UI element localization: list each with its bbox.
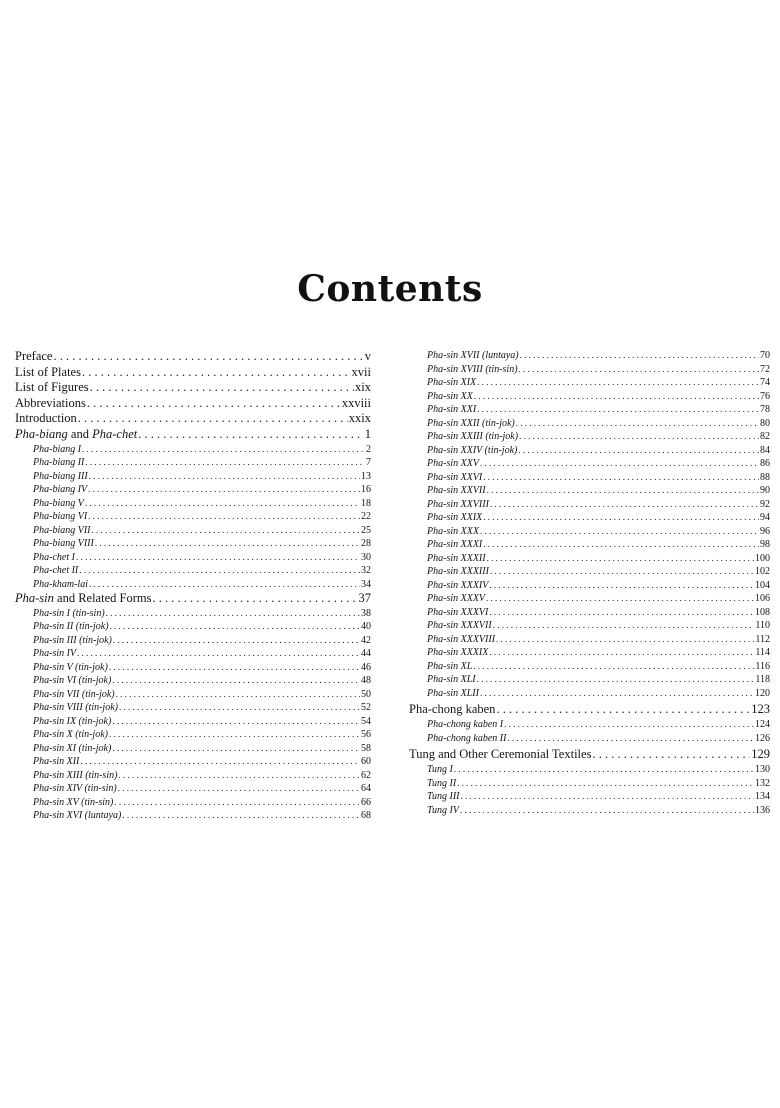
title-part: Pha-chet: [92, 426, 138, 441]
toc-section-page: 37: [358, 591, 371, 606]
toc-entry-page: xix: [355, 380, 371, 395]
toc-entry-title: Pha-sin XLI: [427, 674, 476, 685]
toc-entry-title: Pha-sin IX (tin-jok): [33, 715, 112, 727]
toc-entry-title: Pha-biang II: [33, 457, 85, 469]
toc-entry-title: Pha-sin XIV (tin-sin): [33, 783, 117, 795]
dot-leader: [477, 673, 755, 687]
toc-entry-page: 100: [755, 552, 770, 564]
toc-entry-page: 92: [760, 498, 770, 510]
dot-leader: [138, 427, 364, 443]
toc-entry-page: xxviii: [341, 395, 371, 410]
dot-leader: [53, 349, 363, 365]
toc-sub-entry[interactable]: [15, 715, 371, 729]
toc-section-page: 123: [751, 702, 770, 716]
toc-sub-entry[interactable]: [409, 390, 770, 404]
title-part: and Related Forms: [53, 591, 152, 606]
toc-entry-introduction[interactable]: [15, 411, 371, 427]
dot-leader: [118, 782, 360, 796]
toc-entry-title: Pha-sin VI (tin-jok): [33, 675, 112, 687]
dot-leader: [78, 411, 348, 427]
dot-leader: [507, 732, 754, 746]
dot-leader: [89, 578, 360, 592]
dot-leader: [496, 633, 754, 647]
toc-entry-title: Pha-sin II (tin-jok): [33, 621, 109, 633]
dot-leader: [483, 511, 759, 525]
toc-entry-page: 88: [760, 471, 770, 483]
toc-entry-page: 86: [760, 458, 770, 469]
dot-leader: [112, 742, 360, 756]
toc-entry-title: Pha-biang V: [33, 497, 84, 509]
dot-leader: [454, 763, 754, 777]
dot-leader: [592, 745, 750, 763]
dot-leader: [457, 777, 754, 791]
toc-entry-page: 18: [361, 497, 371, 509]
toc-entry-page: 104: [755, 579, 770, 591]
toc-sub-entry[interactable]: [409, 471, 770, 485]
toc-sub-entry[interactable]: [15, 661, 371, 675]
dot-leader: [489, 579, 754, 593]
toc-entry-title: Pha-sin XXXI: [427, 539, 483, 550]
dot-leader: [113, 634, 360, 648]
toc-entry-page: 136: [755, 804, 770, 816]
dot-leader: [518, 444, 759, 458]
toc-entry-title: Pha-sin VIII (tin-jok): [33, 702, 118, 714]
toc-entry-title: Pha-sin XXXIII: [427, 566, 489, 577]
dot-leader: [119, 701, 360, 715]
pha-sin-entries-continued: [409, 349, 770, 700]
toc-sub-entry[interactable]: [409, 498, 770, 512]
toc-entry-title: Pha-sin XXXIX: [427, 647, 489, 658]
title-part: Pha-sin: [15, 591, 54, 606]
toc-entry-title: Pha-sin XIII (tin-sin): [33, 769, 118, 781]
toc-sub-entry[interactable]: [15, 782, 371, 796]
toc-entry-title: Pha-sin XVII (luntaya): [427, 350, 519, 361]
toc-sub-entry[interactable]: [15, 634, 371, 648]
toc-entry-list-of-plates[interactable]: [15, 365, 371, 381]
toc-entry-title: Pha-sin XXXII: [427, 552, 486, 564]
toc-entry-page: 74: [760, 377, 770, 388]
toc-entry-title: Pha-sin XXVII: [427, 485, 486, 496]
toc-section-pha-biang[interactable]: [15, 427, 371, 443]
toc-sub-entry[interactable]: [15, 510, 371, 524]
toc-entry-page: 68: [361, 810, 371, 822]
toc-entry-page: 132: [755, 777, 770, 789]
toc-section-page: 1: [364, 426, 371, 441]
title-part: and: [67, 426, 93, 441]
toc-entry-title: Pha-sin XVIII (tin-sin): [427, 363, 518, 375]
toc-entry-page: 84: [760, 444, 770, 456]
toc-sub-entry[interactable]: [409, 538, 770, 552]
toc-sub-entry[interactable]: [409, 718, 770, 732]
dot-leader: [87, 396, 341, 412]
toc-entry-page: 64: [361, 783, 371, 795]
toc-entry-page: 114: [755, 647, 770, 658]
toc-section-title: Tung and Other Ceremonial Textiles: [409, 747, 592, 761]
toc-sub-entry[interactable]: [409, 430, 770, 444]
toc-entry-page: 44: [361, 648, 371, 660]
toc-entry-page: 110: [755, 620, 770, 631]
toc-entry-title: List of Plates: [15, 364, 81, 379]
toc-entry-title: Pha-sin XXXIV: [427, 579, 489, 591]
toc-sub-entry[interactable]: [409, 444, 770, 458]
dot-leader: [114, 796, 360, 810]
toc-sub-entry[interactable]: [15, 564, 371, 578]
toc-entry-page: 58: [361, 742, 371, 754]
toc-sub-entry[interactable]: [15, 470, 371, 484]
toc-entry-page: 80: [760, 417, 770, 429]
dot-leader: [490, 498, 759, 512]
dot-leader: [477, 403, 759, 417]
toc-sub-entry[interactable]: [15, 701, 371, 715]
dot-leader: [106, 607, 360, 621]
toc-entry-title: Pha-sin XL: [427, 660, 473, 672]
toc-sub-entry[interactable]: [409, 525, 770, 539]
dot-leader: [122, 809, 360, 823]
toc-entry-page: 16: [361, 484, 371, 496]
toc-section-page: 129: [751, 747, 770, 761]
toc-sub-entry[interactable]: [15, 796, 371, 810]
toc-entry-title: Pha-sin XXXVI: [427, 606, 489, 618]
toc-entry-title: Preface: [15, 349, 53, 363]
toc-sub-entry[interactable]: [409, 804, 770, 818]
toc-entry-title: Pha-sin XXVIII: [427, 498, 489, 510]
toc-entry-page: 48: [361, 675, 371, 687]
dot-leader: [504, 718, 754, 732]
toc-sub-entry[interactable]: [409, 777, 770, 791]
dot-leader: [82, 365, 351, 381]
toc-sub-entry[interactable]: [409, 457, 770, 471]
toc-entry-page: xxix: [348, 411, 371, 426]
dot-leader: [85, 497, 360, 511]
toc-sub-entry[interactable]: [409, 552, 770, 566]
dot-leader: [95, 537, 360, 551]
toc-entry-title: Pha-biang I: [33, 443, 82, 455]
toc-entry-page: 116: [755, 660, 770, 672]
toc-sub-entry[interactable]: [15, 607, 371, 621]
toc-entry-page: 38: [361, 607, 371, 619]
toc-entry-title: Pha-sin III (tin-jok): [33, 634, 112, 646]
toc-sub-entry[interactable]: [409, 592, 770, 606]
toc-sub-entry[interactable]: [15, 497, 371, 511]
toc-entry-title: Pha-sin XXV: [427, 458, 479, 469]
toc-entry-page: 106: [755, 593, 770, 604]
toc-entry-page: 40: [361, 621, 371, 633]
dot-leader: [112, 674, 360, 688]
tung-entries: [409, 763, 770, 817]
dot-leader: [118, 769, 360, 783]
toc-entry-title: Pha-chet II: [33, 565, 79, 577]
toc-entry-title: Pha-sin XXIII (tin-jok): [427, 431, 519, 442]
toc-sub-entry[interactable]: [409, 579, 770, 593]
toc-entry-page: 50: [361, 688, 371, 700]
dot-leader: [474, 390, 759, 404]
toc-sub-entry[interactable]: [409, 417, 770, 431]
toc-sub-entry[interactable]: [15, 620, 371, 634]
toc-sub-entry[interactable]: [409, 687, 770, 701]
dot-leader: [79, 564, 360, 578]
dot-leader: [109, 728, 360, 742]
toc-sub-entry[interactable]: [409, 484, 770, 498]
toc-sub-entry[interactable]: [409, 376, 770, 390]
dot-leader: [90, 380, 354, 396]
toc-sub-entry[interactable]: [15, 755, 371, 769]
toc-entry-preface[interactable]: [15, 349, 371, 365]
toc-sub-entry[interactable]: [15, 769, 371, 783]
dot-leader: [489, 646, 754, 660]
toc-entry-page: 108: [755, 606, 770, 618]
toc-sub-entry[interactable]: [409, 403, 770, 417]
toc-entry-title: Pha-sin XXX: [427, 525, 479, 537]
toc-entry-title: Pha-biang IV: [33, 484, 88, 496]
toc-entry-page: xvii: [351, 364, 371, 379]
dot-leader: [109, 661, 360, 675]
toc-entry-page: 102: [755, 566, 770, 577]
toc-entry-title: Pha-biang III: [33, 470, 88, 482]
toc-entry-page: 130: [755, 764, 770, 775]
toc-entry-title: Pha-sin XXXVIII: [427, 633, 496, 645]
toc-sub-entry[interactable]: [409, 790, 770, 804]
toc-entry-page: 124: [755, 719, 770, 730]
toc-entry-page: 72: [760, 363, 770, 375]
toc-entry-title: Pha-sin V (tin-jok): [33, 661, 108, 673]
dot-leader: [77, 647, 360, 661]
dot-leader: [88, 483, 360, 497]
toc-entry-page: 62: [361, 769, 371, 781]
dot-leader: [80, 755, 360, 769]
toc-entry-page: 118: [755, 674, 770, 685]
dot-leader: [483, 471, 759, 485]
toc-entry-title: Pha-sin XVI (luntaya): [33, 810, 122, 822]
toc-entry-page: 96: [760, 525, 770, 537]
toc-sub-entry[interactable]: [15, 809, 371, 823]
toc-entry-title: Pha-biang VI: [33, 511, 88, 523]
toc-entry-page: 52: [361, 702, 371, 714]
contents-column-left: [15, 349, 371, 823]
toc-entry-page: 134: [755, 791, 770, 802]
toc-entry-title: Pha-sin XI (tin-jok): [33, 742, 112, 754]
dot-leader: [480, 457, 759, 471]
toc-sub-entry[interactable]: [15, 456, 371, 470]
toc-entry-page: 98: [760, 539, 770, 550]
dot-leader: [461, 790, 755, 804]
dot-leader: [480, 687, 754, 701]
dot-leader: [110, 620, 360, 634]
toc-entry-page: 90: [760, 485, 770, 496]
toc-entry-title: Pha-sin XXXV: [427, 593, 486, 604]
toc-sub-entry[interactable]: [15, 524, 371, 538]
toc-entry-title: Pha-kham-lai: [33, 578, 88, 590]
contents-column-right: [409, 349, 770, 817]
toc-entry-title: Tung II: [427, 777, 457, 789]
toc-sub-entry[interactable]: [15, 578, 371, 592]
dot-leader: [516, 417, 759, 431]
dot-leader: [519, 363, 759, 377]
toc-sub-entry[interactable]: [15, 674, 371, 688]
toc-entry-title: Pha-sin XXI: [427, 404, 477, 415]
toc-entry-page: 78: [760, 404, 770, 415]
toc-entry-page: 28: [361, 538, 371, 550]
toc-section-pha-sin[interactable]: [15, 591, 371, 607]
toc-entry-title: Pha-sin I (tin-sin): [33, 607, 105, 619]
toc-entry-page: 76: [760, 390, 770, 402]
toc-sub-entry[interactable]: [409, 349, 770, 363]
toc-entry-page: 60: [361, 756, 371, 768]
toc-entry-title: Pha-sin XV (tin-sin): [33, 796, 114, 808]
toc-entry-title: Pha-sin XXVI: [427, 471, 483, 483]
toc-entry-page: v: [364, 349, 371, 363]
pha-biang-entries: [15, 443, 371, 592]
toc-sub-entry[interactable]: [409, 633, 770, 647]
toc-entry-page: 94: [760, 512, 770, 523]
dot-leader: [483, 538, 759, 552]
dot-leader: [152, 591, 357, 607]
toc-sub-entry[interactable]: [409, 511, 770, 525]
toc-sub-entry[interactable]: [409, 646, 770, 660]
toc-sub-entry[interactable]: [409, 763, 770, 777]
toc-section-pha-chong-kaben[interactable]: [409, 700, 770, 718]
toc-entry-title: Pha-biang VII: [33, 524, 91, 536]
pha-chong-entries: [409, 718, 770, 745]
toc-entry-title: Pha-biang VIII: [33, 538, 94, 550]
title-part: Pha-biang: [15, 426, 68, 441]
dot-leader: [487, 552, 754, 566]
toc-entry-page: 46: [361, 661, 371, 673]
toc-entry-title: Pha-sin VII (tin-jok): [33, 688, 115, 700]
toc-sub-entry[interactable]: [15, 443, 371, 457]
toc-entry-page: 34: [361, 578, 371, 590]
dot-leader: [89, 470, 360, 484]
toc-entry-page: 7: [366, 457, 371, 469]
page-title: Contents: [297, 268, 483, 310]
toc-sub-entry[interactable]: [15, 688, 371, 702]
toc-entry-title: Pha-sin IV: [33, 648, 77, 660]
toc-sub-entry[interactable]: [15, 537, 371, 551]
dot-leader: [112, 715, 360, 729]
toc-entry-title: Tung IV: [427, 804, 459, 816]
dot-leader: [496, 700, 750, 718]
toc-entry-title: Tung I: [427, 764, 453, 775]
toc-entry-title: Pha-chong kaben II: [427, 732, 507, 744]
dot-leader: [88, 510, 360, 524]
toc-entry-list-of-figures[interactable]: [15, 380, 371, 396]
toc-sub-entry[interactable]: [409, 673, 770, 687]
toc-entry-title: Pha-sin XXXVII: [427, 620, 492, 631]
toc-entry-page: 13: [361, 470, 371, 482]
dot-leader: [519, 430, 759, 444]
toc-entry-title: Pha-chong kaben I: [427, 719, 504, 730]
toc-entry-page: 25: [361, 524, 371, 536]
toc-entry-page: 22: [361, 511, 371, 523]
dot-leader: [520, 349, 759, 363]
toc-entry-title: Pha-sin XX: [427, 390, 473, 402]
pha-sin-entries: [15, 607, 371, 823]
toc-section-tung[interactable]: [409, 745, 770, 763]
toc-entry-page: 120: [755, 687, 770, 699]
toc-entry-page: 66: [361, 796, 371, 808]
dot-leader: [486, 592, 754, 606]
toc-entry-title: List of Figures: [15, 380, 89, 395]
dot-leader: [489, 606, 754, 620]
dot-leader: [92, 524, 361, 538]
toc-entry-title: Abbreviations: [15, 395, 86, 410]
toc-entry-page: 70: [760, 350, 770, 361]
dot-leader: [82, 443, 365, 457]
toc-entry-page: 126: [755, 732, 770, 744]
toc-sub-entry[interactable]: [15, 728, 371, 742]
dot-leader: [490, 565, 754, 579]
toc-sub-entry[interactable]: [409, 619, 770, 633]
toc-sub-entry[interactable]: [409, 606, 770, 620]
toc-sub-entry[interactable]: [15, 551, 371, 565]
toc-entry-page: 54: [361, 715, 371, 727]
dot-leader: [480, 525, 759, 539]
toc-entry-page: 56: [361, 729, 371, 741]
toc-entry-page: 2: [366, 443, 371, 455]
toc-entry-page: 112: [755, 633, 770, 645]
toc-entry-title: Tung III: [427, 791, 460, 802]
toc-section-title: [15, 591, 151, 607]
toc-entry-title: Pha-sin XLII: [427, 687, 479, 699]
toc-sub-entry[interactable]: [15, 742, 371, 756]
toc-sub-entry[interactable]: [15, 483, 371, 497]
dot-leader: [460, 804, 754, 818]
toc-sub-entry[interactable]: [409, 660, 770, 674]
dot-leader: [85, 456, 365, 470]
dot-leader: [493, 619, 755, 633]
toc-entry-abbreviations[interactable]: [15, 396, 371, 412]
toc-entry-title: Pha-sin XXII (tin-jok): [427, 417, 515, 429]
dot-leader: [477, 376, 759, 390]
toc-entry-page: 30: [361, 551, 371, 563]
toc-sub-entry[interactable]: [409, 565, 770, 579]
dot-leader: [487, 484, 759, 498]
toc-entry-title: Introduction: [15, 411, 77, 426]
toc-entry-title: Pha-chet I: [33, 551, 75, 563]
toc-sub-entry[interactable]: [15, 647, 371, 661]
toc-entry-title: Pha-sin XIX: [427, 377, 477, 388]
toc-entry-page: 32: [361, 565, 371, 577]
toc-sub-entry[interactable]: [409, 732, 770, 746]
toc-sub-entry[interactable]: [409, 363, 770, 377]
toc-entry-page: 42: [361, 634, 371, 646]
toc-entry-title: Pha-sin XII: [33, 756, 80, 768]
toc-section-title: [15, 427, 137, 443]
toc-entry-page: 82: [760, 431, 770, 442]
toc-section-title: Pha-chong kaben: [409, 702, 496, 716]
toc-entry-title: Pha-sin XXIX: [427, 512, 483, 523]
dot-leader: [473, 660, 754, 674]
dot-leader: [116, 688, 360, 702]
toc-entry-title: Pha-sin X (tin-jok): [33, 729, 108, 741]
dot-leader: [76, 551, 360, 565]
toc-entry-title: Pha-sin XXIV (tin-jok): [427, 444, 518, 456]
